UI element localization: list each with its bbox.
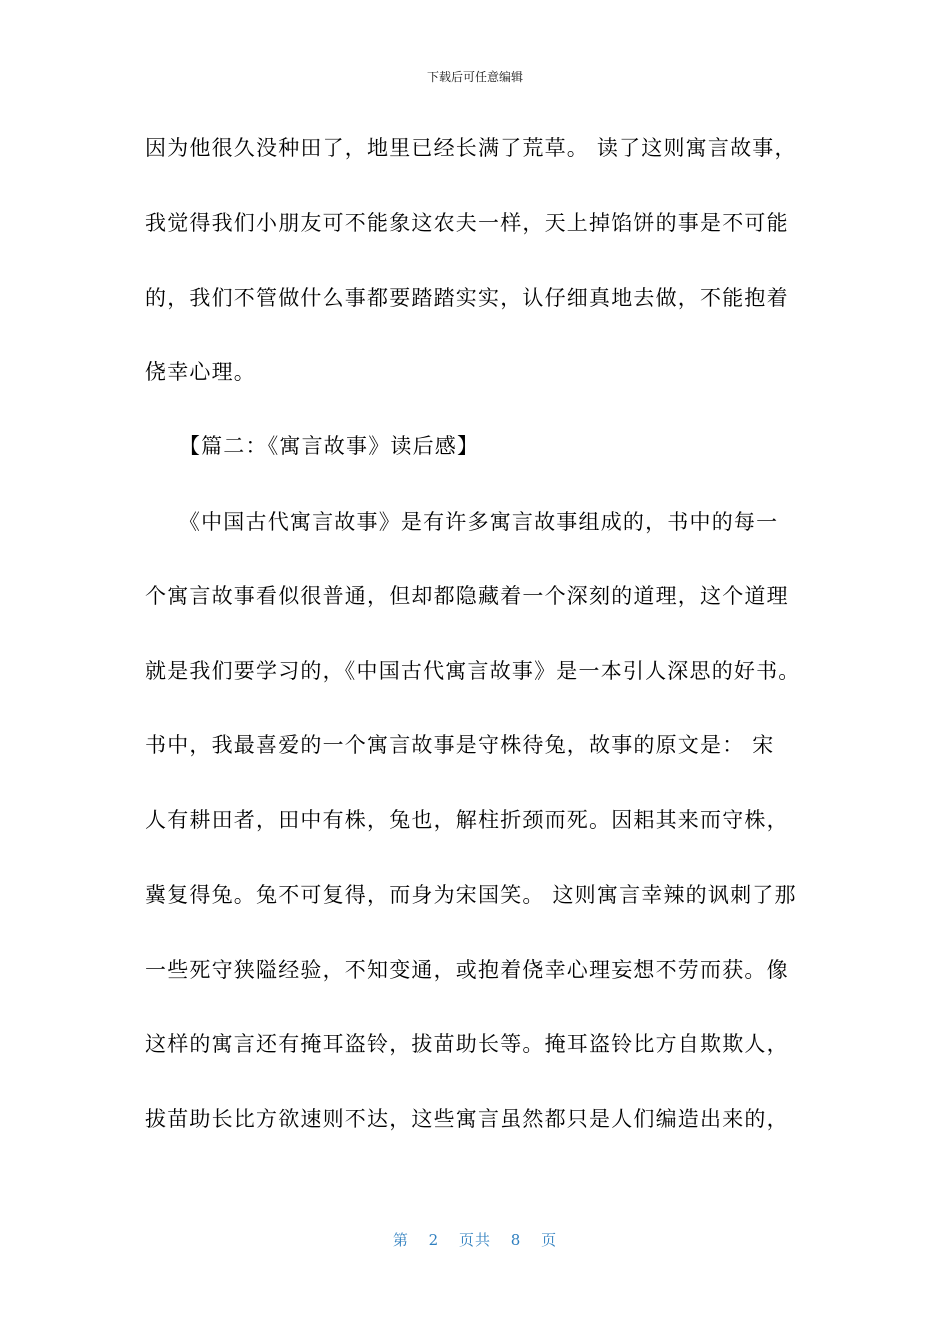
text-line: 我觉得我们小朋友可不能象这农夫一样，天上掉馅饼的事是不可能 — [145, 211, 789, 235]
page-footer — [0, 1229, 950, 1250]
header-note: 下载后可任意编辑 — [426, 70, 523, 84]
footer-prefix: 第 — [392, 1231, 409, 1249]
text-line: 就是我们要学习的，《中国古代寓言故事》是一本引人深思的好书。 — [145, 659, 801, 683]
text-line: 个寓言故事看似很普通，但却都隐藏着一个深刻的道理，这个道理 — [145, 584, 789, 608]
section-heading: 【篇二：《寓言故事》读后感】 — [145, 434, 480, 458]
text-line: 这样的寓言还有掩耳盗铃，拔苗助长等。掩耳盗铃比方自欺欺人， — [145, 1032, 789, 1056]
footer-middle: 页共 — [458, 1231, 491, 1249]
footer-page-number: 2 — [428, 1231, 440, 1249]
text-line: 侥幸心理。 — [145, 360, 256, 384]
text-line: 因为他很久没种田了，地里已经长满了荒草。 读了这则寓言故事， — [145, 136, 797, 160]
footer-total-pages: 8 — [510, 1231, 522, 1249]
text-line: 拔苗助长比方欲速则不达，这些寓言虽然都只是人们编造出来的， — [145, 1107, 789, 1131]
text-line: 冀复得兔。兔不可复得，而身为宋国笑。 这则寓言幸辣的讽刺了那 — [145, 883, 797, 907]
text-line: 人有耕田者，田中有株，兔也，解柱折颈而死。因耜其来而守株， — [145, 808, 789, 832]
text-line: 书中，我最喜爱的一个寓言故事是守株待兔，故事的原文是： 宋 — [145, 733, 775, 757]
text-line: 的，我们不管做什么事都要踏踏实实，认仔细真地去做，不能抱着 — [145, 286, 789, 310]
text-line: 一些死守狭隘经验，不知变通，或抱着侥幸心理妄想不劳而获。像 — [145, 958, 789, 982]
footer-suffix: 页 — [541, 1231, 558, 1249]
text-line: 《中国古代寓言故事》是有许多寓言故事组成的，书中的每一 — [145, 510, 779, 534]
